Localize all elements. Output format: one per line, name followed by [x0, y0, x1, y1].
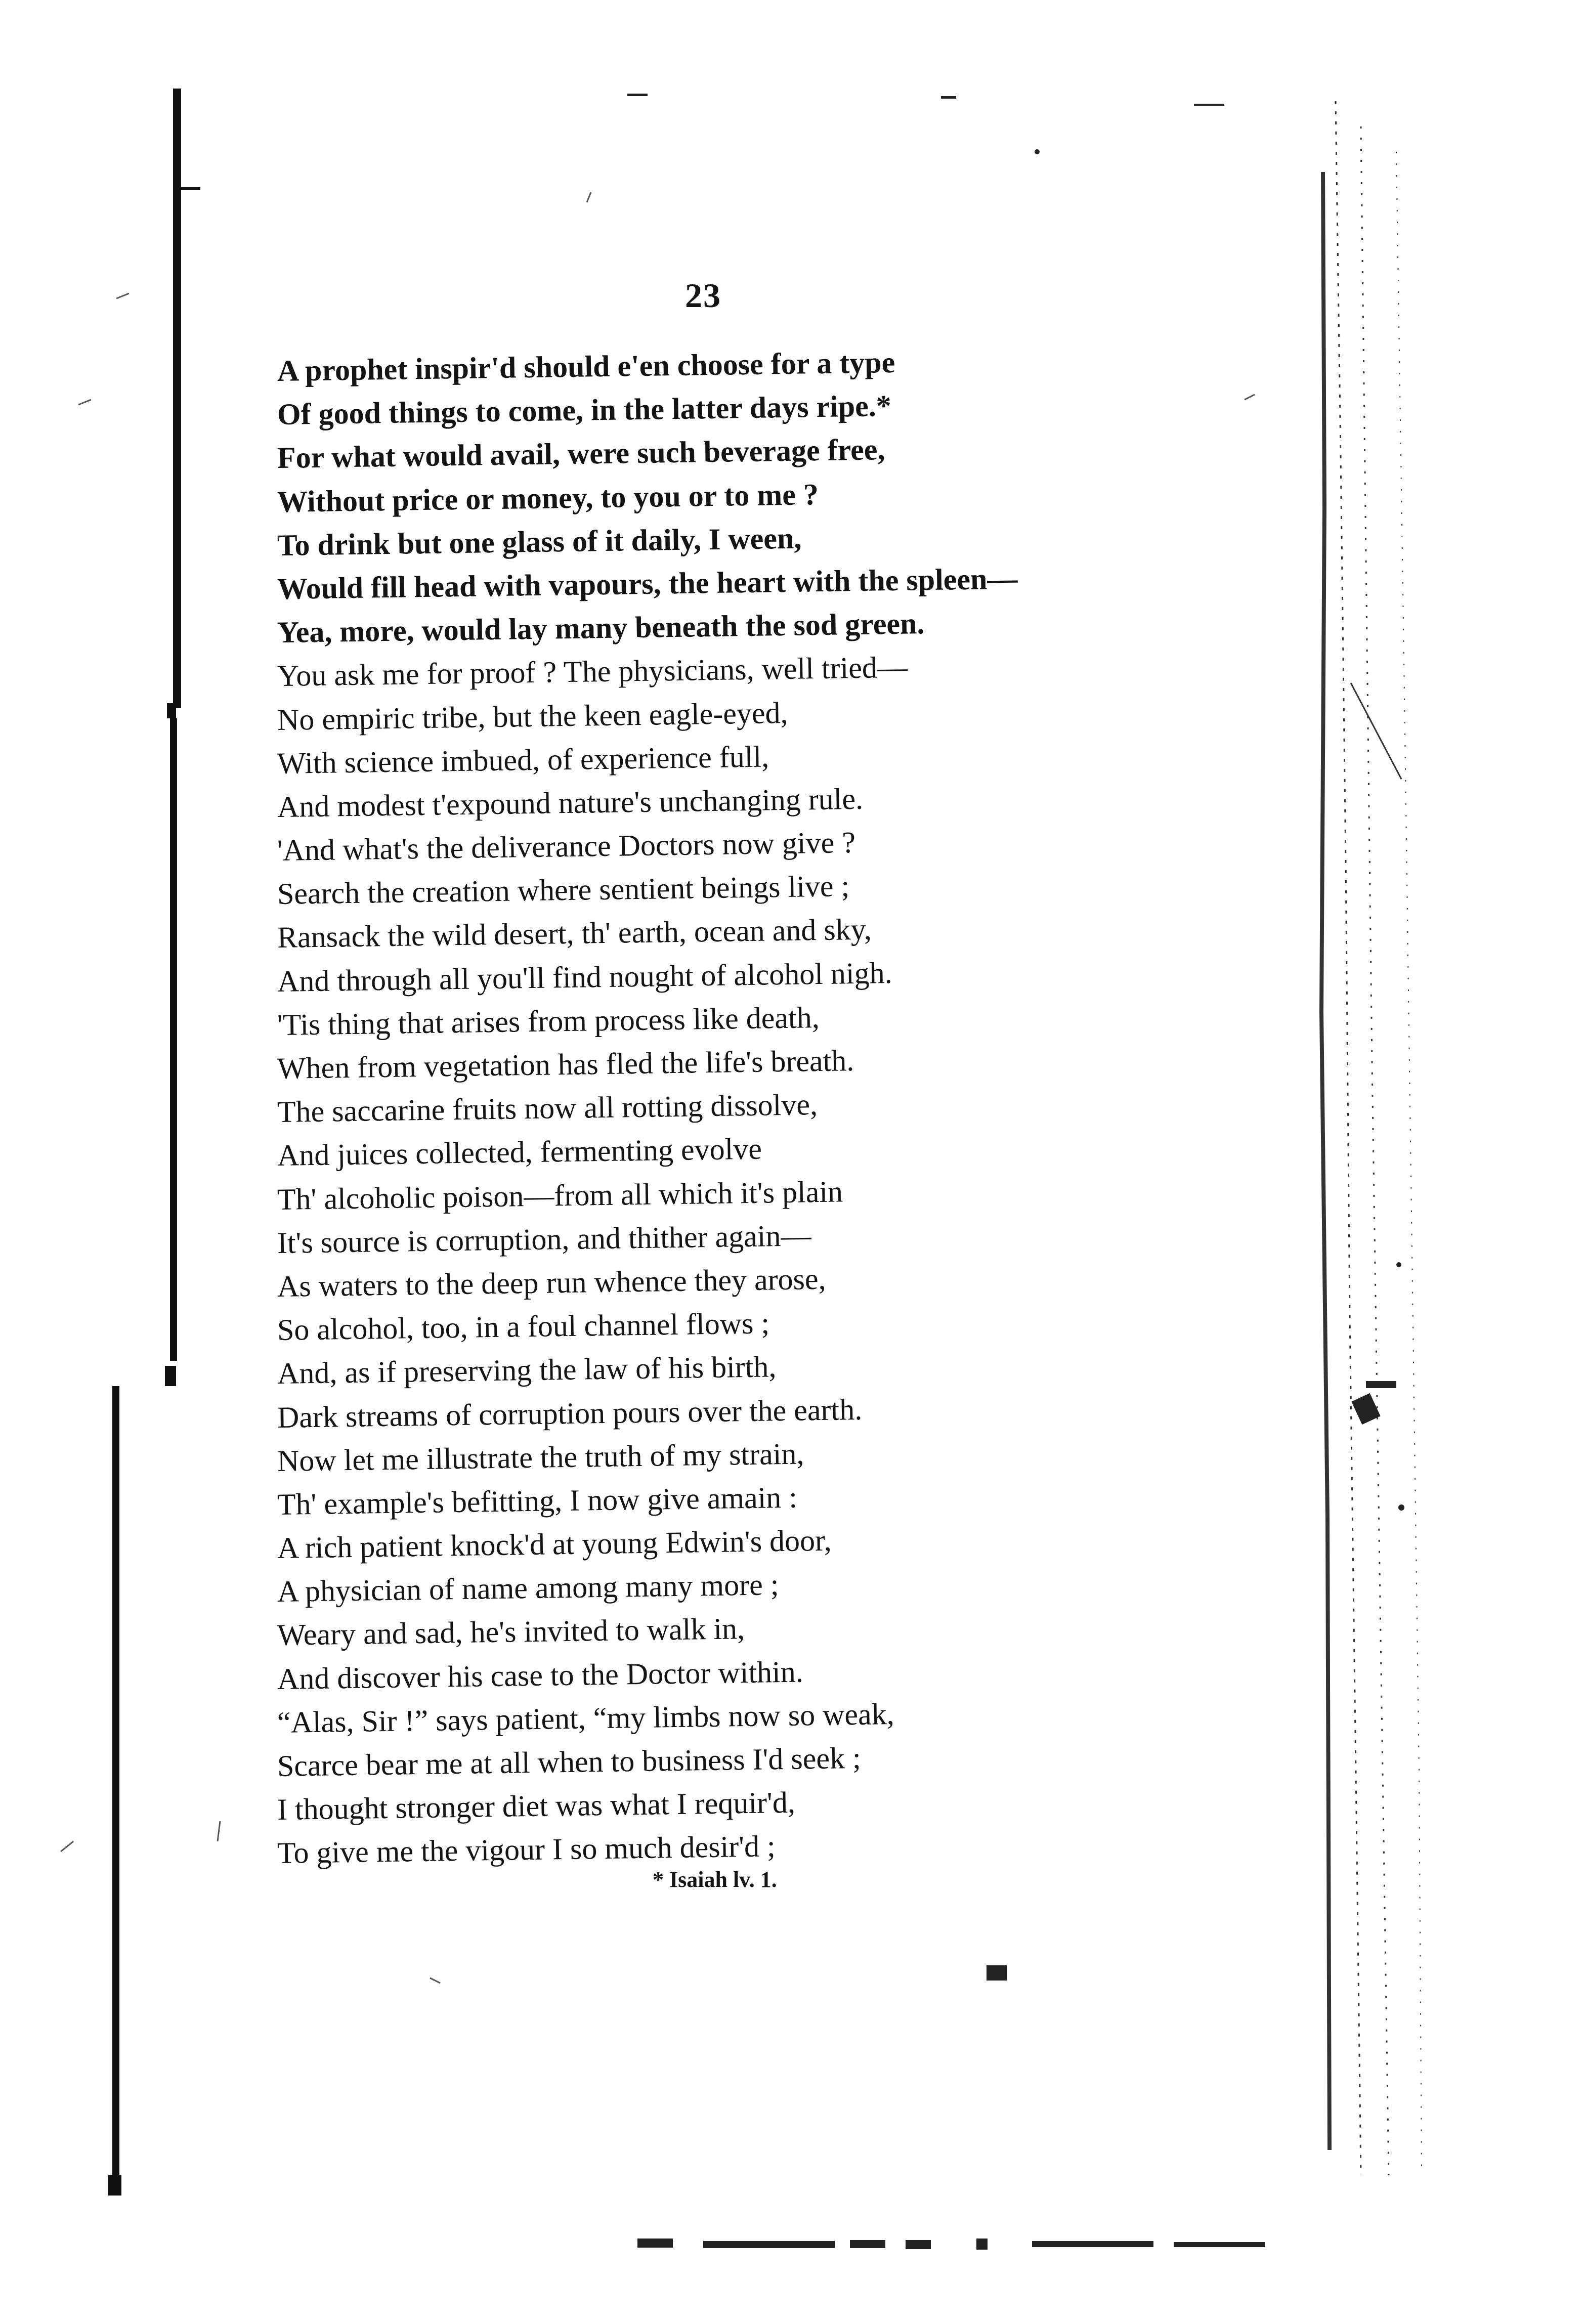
poem-line: Of good things to come, in the latter days ripe.*	[277, 389, 892, 432]
poem-line: A physician of name among many more ;	[277, 1568, 779, 1609]
poem-line: Without price or money, to you or to me ?	[277, 477, 819, 519]
poem-line: As waters to the deep run whence they arose,	[277, 1262, 826, 1303]
poem-line: No empiric tribe, but the keen eagle-eyed,	[277, 696, 788, 737]
poem-line: And juices collected, fermenting evolve	[277, 1132, 762, 1173]
poem-line: The saccarine fruits now all rotting dissolve,	[277, 1088, 818, 1129]
poem-line: For what would avail, were such beverage free,	[277, 433, 885, 475]
poem-line: So alcohol, too, in a foul channel flows ;	[277, 1306, 770, 1347]
poem-line: Would fill head with vapours, the heart with the spleen—	[277, 562, 1018, 606]
poem-line: To drink but one glass of it daily, I ween,	[277, 521, 802, 562]
page-number: 23	[685, 276, 721, 315]
poem-line: Ransack the wild desert, th' earth, ocean and sky,	[277, 913, 872, 955]
poem-line: You ask me for proof ? The physicians, well tried—	[277, 650, 908, 693]
poem-line: Search the creation where sentient beings live ;	[277, 869, 850, 911]
poem-line: A rich patient knock'd at young Edwin's door,	[277, 1523, 832, 1565]
poem-line: “Alas, Sir !” says patient, “my limbs now so weak,	[277, 1697, 895, 1739]
poem-line: And discover his case to the Doctor within.	[277, 1655, 804, 1696]
poem-line: And through all you'll find nought of alcohol nigh.	[277, 956, 893, 998]
poem-line: With science imbued, of experience full,	[277, 740, 769, 780]
poem-line: Th' example's befitting, I now give amain :	[277, 1480, 798, 1521]
poem-line: Now let me illustrate the truth of my strain,	[277, 1437, 804, 1478]
right-page-edge	[1321, 101, 1422, 2175]
poem-line: When from vegetation has fled the life's breath.	[277, 1044, 854, 1085]
poem-line: And modest t'expound nature's unchanging rule.	[277, 782, 864, 824]
poem-line: 'Tis thing that arises from process like death,	[277, 1000, 820, 1042]
poem-line: It's source is corruption, and thither again—	[277, 1219, 811, 1260]
poem-line: 'And what's the deliverance Doctors now give ?	[277, 826, 856, 868]
binding-edge	[108, 89, 200, 2196]
poem-line: Yea, more, would lay many beneath the sod green.	[277, 607, 925, 650]
poem-line: Dark streams of corruption pours over the earth.	[277, 1392, 863, 1434]
poem-line: I thought stronger diet was what I requir'd,	[277, 1785, 796, 1827]
poem-line: A prophet inspir'd should e'en choose for a type	[277, 345, 895, 388]
poem-line: Weary and sad, he's invited to walk in,	[277, 1612, 745, 1652]
poem-line: Scarce bear me at all when to business I'd seek ;	[277, 1741, 862, 1783]
poem-line: Th' alcoholic poison—from all which it's plain	[277, 1174, 843, 1216]
poem-line: And, as if preserving the law of his birth,	[277, 1350, 777, 1391]
footnote: * Isaiah lv. 1.	[653, 1867, 777, 1892]
poem	[277, 345, 1188, 1875]
poem-line: To give me the vigour I so much desir'd ;	[277, 1829, 776, 1870]
